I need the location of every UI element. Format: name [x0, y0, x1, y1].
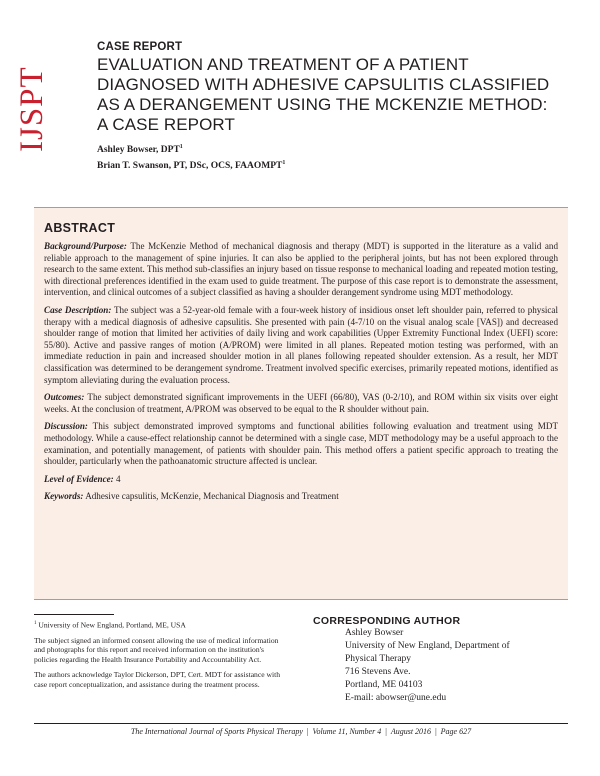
footer-page: Page 627 — [440, 727, 472, 736]
corresponding-author-institution: University of New England, Department of — [345, 641, 510, 651]
corresponding-author-heading: CORRESPONDING AUTHOR — [313, 615, 461, 627]
affiliation-marker: 1 — [34, 621, 37, 626]
journal-logo — [14, 44, 50, 154]
abstract-keywords — [44, 491, 558, 503]
footnotes — [34, 614, 284, 695]
section-text: 4 — [115, 473, 121, 484]
section-label: Discussion: — [44, 421, 88, 432]
affiliation-text: University of New England, Portland, ME, USA — [38, 620, 186, 630]
corresponding-author — [313, 615, 583, 705]
author-list — [97, 141, 577, 173]
footer-separator: | — [306, 727, 309, 736]
corresponding-author-city: Portland, ME 04103 — [345, 680, 423, 690]
section-label: Level of Evidence: — [44, 473, 114, 484]
author-name: Ashley Bowser, DPT — [97, 145, 180, 156]
corresponding-author-street: 716 Stevens Ave. — [345, 667, 411, 677]
corresponding-author-department: Physical Therapy — [345, 654, 412, 664]
title-line: AS A DERANGEMENT USING THE MCKENZIE METHOD: — [97, 95, 548, 114]
acknowledgement-footnote: The authors acknowledge Taylor Dickerson, DPT, Cert. MDT for assistance with case report conceptualization, and assistance during the treatment process. — [34, 670, 280, 689]
corresponding-author-details — [313, 627, 583, 705]
footer-date: August 2016 — [390, 727, 432, 736]
abstract-outcomes — [44, 392, 558, 415]
title-line: DIAGNOSED WITH ADHESIVE CAPSULITIS CLASSIFIED — [97, 75, 550, 94]
footnote-divider — [34, 614, 114, 615]
article-header — [97, 41, 577, 173]
affiliation-footnote — [34, 619, 284, 630]
section-label: Outcomes: — [44, 392, 85, 403]
abstract-case-description — [44, 305, 558, 386]
corresponding-author-name: Ashley Bowser — [345, 628, 404, 638]
section-label: Keywords: — [44, 491, 84, 502]
footer-separator: | — [385, 727, 387, 736]
footer-divider — [34, 723, 568, 724]
corresponding-author-email: E-mail: abowser@une.edu — [345, 693, 447, 703]
abstract-background — [44, 241, 558, 299]
section-label: Case Description: — [44, 304, 112, 315]
footer-separator: | — [435, 727, 437, 736]
title-line: A CASE REPORT — [97, 115, 235, 134]
author — [97, 141, 577, 157]
author-affiliation-marker: 1 — [179, 144, 183, 150]
author-affiliation-marker: 1 — [282, 160, 286, 167]
section-label: Background/Purpose: — [44, 241, 127, 251]
page-footer — [34, 727, 568, 736]
author — [97, 157, 577, 173]
section-text: The McKenzie Method of mechanical diagnosis and therapy (MDT) is supported in the literature as a valid and reliable approach to the management of spine injuries. It can also be applied to the peripheral joints, but has not been explored through research to the same extent. This method sub-classifies an injury based on tissue response to mechanical loading and repeated motion testing, with directional preferences identified in the exam used to guide treatment. The purpose of this case report is to demonstrate the assessment, intervention, and clinical outcomes of a subject classified as having a shoulder derangement syndrome using MDT methodology. — [44, 241, 559, 298]
section-text: The subject was a 52-year-old female with a four-week history of insidious onset left shoulder pain, referred to physical therapy with a medical diagnosis of adhesive capsulitis. She presented with pain (4-7/10 on the visual analog scale [VAS]) and decreased shoulder range of motion that limited her activities of daily living and work capabilities (Upper Extremity Functional Index (UEFI) score: 55/80). Active and passive ranges of motion (A/PROM) were limited in all planes. Repeated motion testing was performed, with an immediate reduction in pain and increased shoulder motion in all planes following repeated shoulder extension. As a result, her MDT classification was determined to be derangement syndrome. Treatment involved specific exercises, primarily repeated motions, identified as symptom alleviating during the evaluation process. — [44, 304, 558, 385]
section-text: Adhesive capsulitis, McKenzie, Mechanical Diagnosis and Treatment — [85, 491, 339, 502]
article-title — [97, 55, 577, 135]
footer-volume: Volume 11, Number 4 — [312, 727, 382, 736]
abstract-discussion — [44, 421, 558, 467]
abstract-heading: ABSTRACT — [44, 221, 116, 235]
section-text: This subject demonstrated improved symptoms and functional abilities following evaluation and treatment using MDT methodology. While a cause-effect relationship cannot be determined with a single case, MDT methodology may be a useful approach to the examination, and potentially management, of patients with shoulder pain. This method offers a patient specific approach to treating the shoulder, particularly when the pathoanatomic structure affected is unclear. — [44, 421, 559, 467]
journal-logo-text: IJSPT — [14, 66, 50, 152]
abstract-box — [34, 207, 568, 600]
section-text: The subject demonstrated significant improvements in the UEFI (66/80), VAS (0-2/10), and ROM within six visits over eight weeks. At the conclusion of treatment, A/PROM was observed to be equal to the R shoulder without pain. — [44, 392, 559, 414]
author-name: Brian T. Swanson, PT, DSc, OCS, FAAOMPT — [97, 161, 283, 172]
abstract-level-of-evidence — [44, 474, 558, 486]
footer-journal: The International Journal of Sports Physical Therapy — [130, 727, 303, 736]
section-label: CASE REPORT — [97, 41, 183, 53]
title-line: EVALUATION AND TREATMENT OF A PATIENT — [97, 55, 469, 74]
consent-footnote: The subject signed an informed consent allowing the use of medical information and photographs for this report and received information on the institution's policies regarding the Health Insurance Portability and Accountability Act. — [34, 635, 279, 664]
